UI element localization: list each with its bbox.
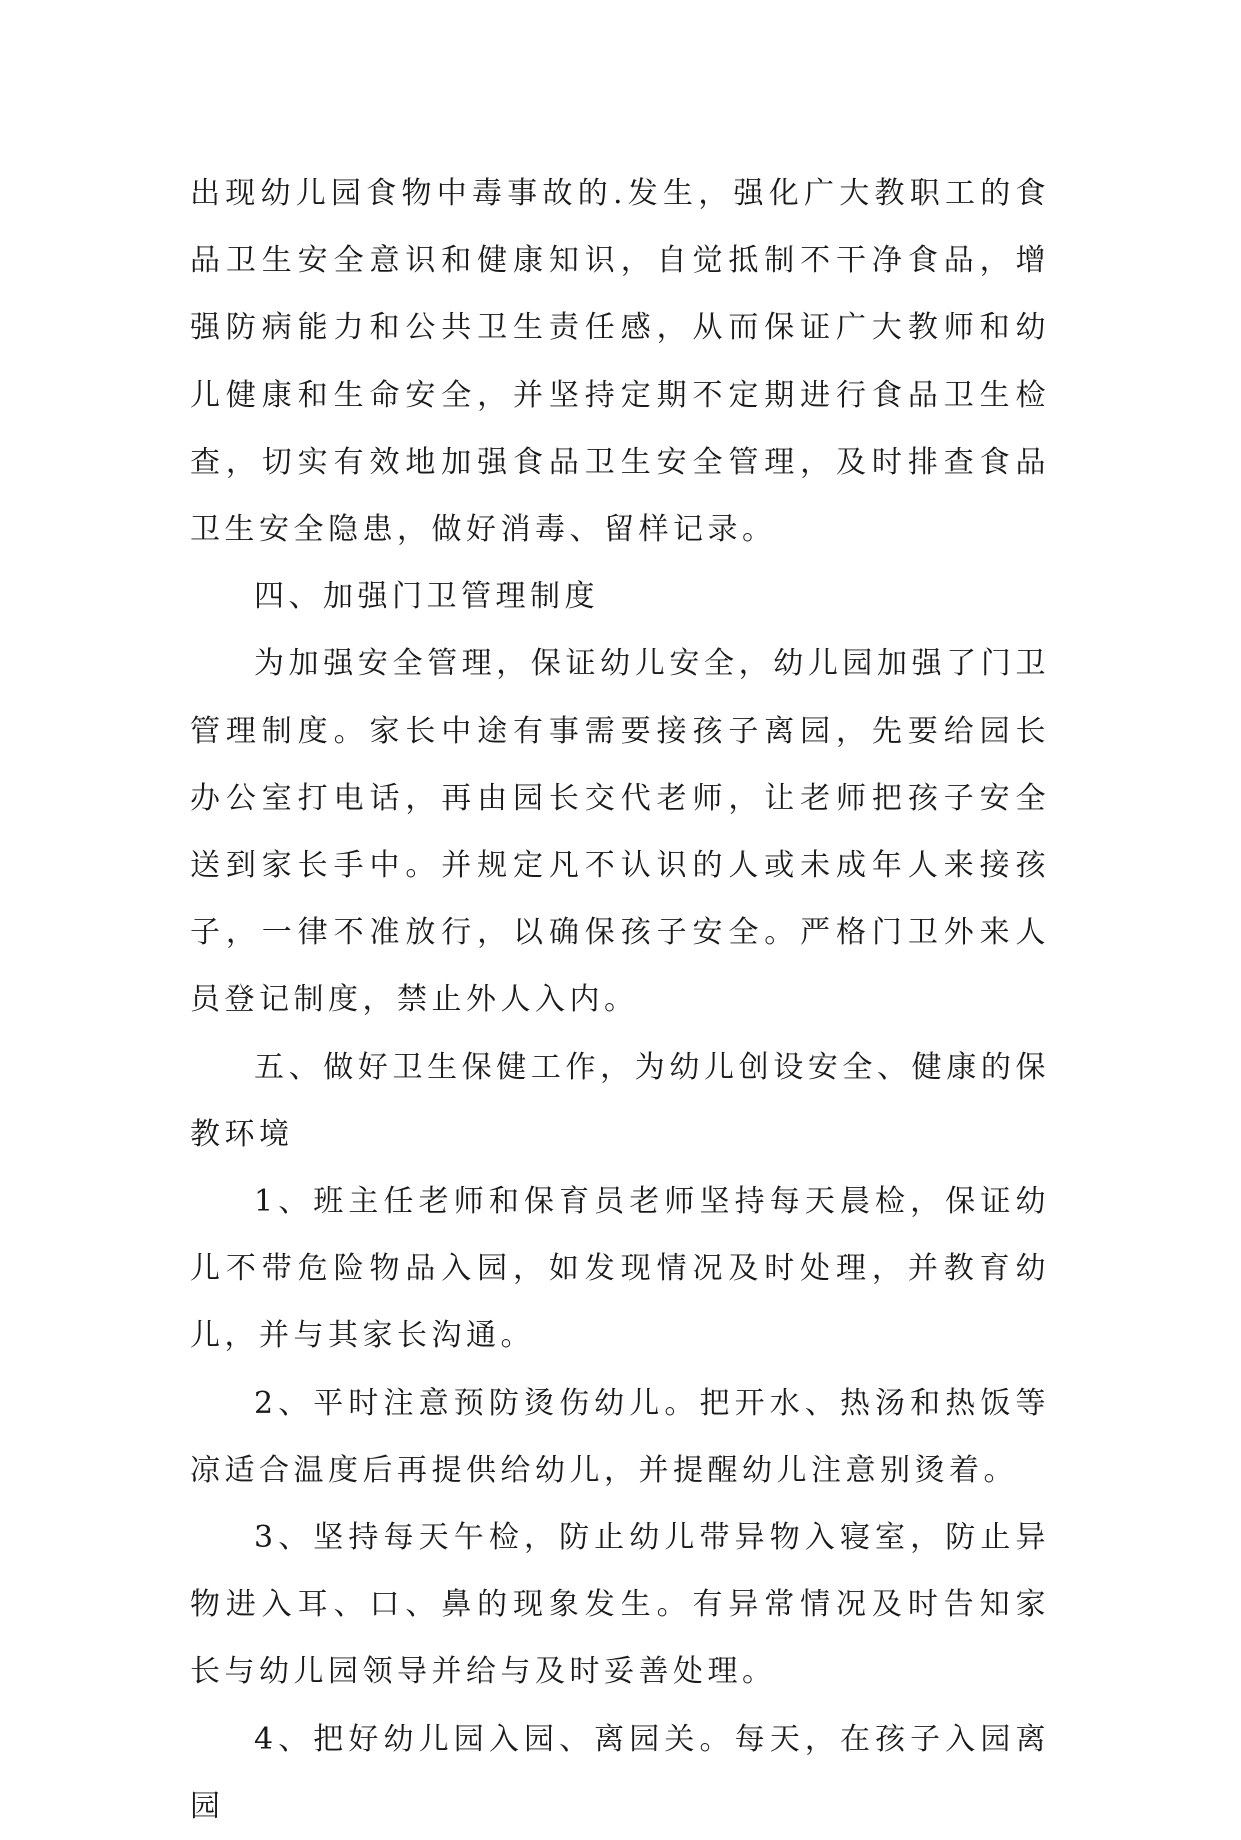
document-page bbox=[190, 160, 1050, 1840]
heading-health-care: 五、做好卫生保健工作，为幼儿创设安全、健康的保教环境 bbox=[190, 1049, 1050, 1152]
heading-gate-management: 四、加强门卫管理制度 bbox=[254, 579, 599, 615]
list-item-burn-prevention: 2、平时注意预防烫伤幼儿。把开水、热汤和热饭等凉适合温度后再提供给幼儿，并提醒幼儿注意别烫着。 bbox=[190, 1385, 1050, 1488]
paragraph-food-safety: 出现幼儿园食物中毒事故的.发生，强化广大教职工的食品卫生安全意识和健康知识，自觉抵制不干净食品，增强防病能力和公共卫生责任感，从而保证广大教师和幼儿健康和生命安全，并坚持定期不定期进行食品卫生检查，切实有效地加强食品卫生安全管理，及时排查食品卫生安全隐患，做好消毒、留样记录。 bbox=[190, 176, 1050, 548]
list-item-entry-exit: 4、把好幼儿园入园、离园关。每天，在孩子入园离园 bbox=[190, 1721, 1050, 1824]
paragraph-gate-management: 为加强安全管理，保证幼儿安全，幼儿园加强了门卫管理制度。家长中途有事需要接孩子离园，先要给园长办公室打电话，再由园长交代老师，让老师把孩子安全送到家长手中。并规定凡不认识的人或未成年人来接孩子，一律不准放行，以确保孩子安全。严格门卫外来人员登记制度，禁止外人入内。 bbox=[190, 646, 1050, 1018]
list-item-noon-check: 3、坚持每天午检，防止幼儿带异物入寝室，防止异物进入耳、口、鼻的现象发生。有异常情况及时告知家长与幼儿园领导并给与及时妥善处理。 bbox=[190, 1520, 1050, 1690]
list-item-morning-check: 1、班主任老师和保育员老师坚持每天晨检，保证幼儿不带危险物品入园，如发现情况及时处理，并教育幼儿，并与其家长沟通。 bbox=[190, 1184, 1050, 1354]
